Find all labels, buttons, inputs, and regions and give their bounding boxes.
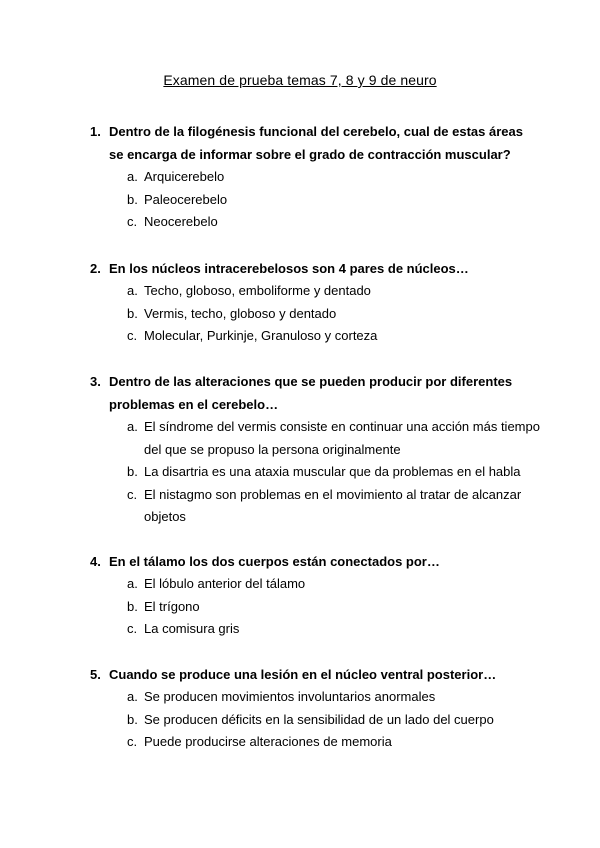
option-b [90, 596, 540, 619]
option-c [90, 484, 540, 529]
option-c [90, 731, 540, 754]
option-letter: a. [127, 576, 138, 591]
question-2 [90, 257, 540, 348]
option-c [90, 618, 540, 641]
question-number: 2. [90, 261, 101, 276]
option-a [90, 686, 540, 709]
option-text: Techo, globoso, emboliforme y dentado [144, 283, 371, 298]
option-text: Se producen déficits en la sensibilidad de un lado del cuerpo [144, 711, 494, 727]
question-number: 4. [90, 554, 101, 569]
question-4 [90, 550, 540, 641]
option-letter: b. [127, 598, 138, 614]
option-letter: c. [127, 621, 138, 636]
option-a [90, 416, 540, 461]
option-text: El lóbulo anterior del tálamo [144, 576, 306, 591]
question-text: En los núcleos intracerebelosos son 4 pares de núcleos… [109, 261, 469, 276]
option-letter: b. [127, 711, 138, 727]
option-letter: a. [127, 169, 138, 184]
option-text: Neocerebelo [144, 214, 218, 229]
question-text: Cuando se produce una lesión en el núcleo ventral posterior… [109, 667, 497, 682]
option-a [90, 166, 540, 189]
option-text: El nistagmo son problemas en el movimiento al tratar de alcanzar objetos [144, 486, 522, 524]
question-text: Dentro de las alteraciones que se pueden producir por diferentes problemas en el cerebelo… [109, 374, 513, 412]
question-1 [90, 120, 540, 234]
option-text: Paleocerebelo [144, 191, 228, 207]
option-text: Se producen movimientos involuntarios anormales [144, 689, 436, 704]
page-title: Examen de prueba temas 7, 8 y 9 de neuro [163, 72, 437, 88]
option-letter: c. [127, 486, 138, 502]
options-list [90, 573, 540, 641]
option-letter: b. [127, 191, 138, 207]
option-letter: c. [127, 734, 138, 749]
option-letter: a. [127, 419, 138, 434]
options-list [90, 166, 540, 234]
option-text: El trígono [144, 598, 200, 614]
question-5 [90, 663, 540, 754]
option-text: La disartria es una ataxia muscular que da problemas en el habla [144, 464, 521, 479]
option-b [90, 189, 540, 212]
question-number: 3. [90, 374, 101, 389]
option-text: La comisura gris [144, 621, 240, 636]
option-text: Vermis, techo, globoso y dentado [144, 305, 337, 321]
option-letter: b. [127, 464, 138, 479]
question-number: 1. [90, 124, 101, 139]
option-a [90, 573, 540, 596]
option-letter: c. [127, 328, 138, 343]
option-letter: a. [127, 283, 138, 298]
option-a [90, 280, 540, 303]
option-text: Arquicerebelo [144, 169, 225, 184]
option-text: Molecular, Purkinje, Granuloso y corteza [144, 328, 378, 343]
option-letter: b. [127, 305, 138, 321]
option-b [90, 303, 540, 326]
option-c [90, 211, 540, 234]
options-list [90, 280, 540, 348]
options-list [90, 686, 540, 754]
option-b [90, 709, 540, 732]
question-text: Dentro de la filogénesis funcional del cerebelo, cual de estas áreas se encarga de informar sobre el grado de contracción muscular? [109, 124, 523, 162]
option-text: Puede producirse alteraciones de memoria [144, 734, 392, 749]
question-number: 5. [90, 667, 101, 682]
question-text: En el tálamo los dos cuerpos están conectados por… [109, 554, 440, 569]
option-text: El síndrome del vermis consiste en continuar una acción más tiempo del que se propuso la persona originalmente [144, 419, 540, 457]
option-letter: a. [127, 689, 138, 704]
option-c [90, 325, 540, 348]
options-list [90, 416, 540, 529]
option-letter: c. [127, 214, 138, 229]
option-b [90, 461, 540, 484]
question-3 [90, 370, 540, 529]
